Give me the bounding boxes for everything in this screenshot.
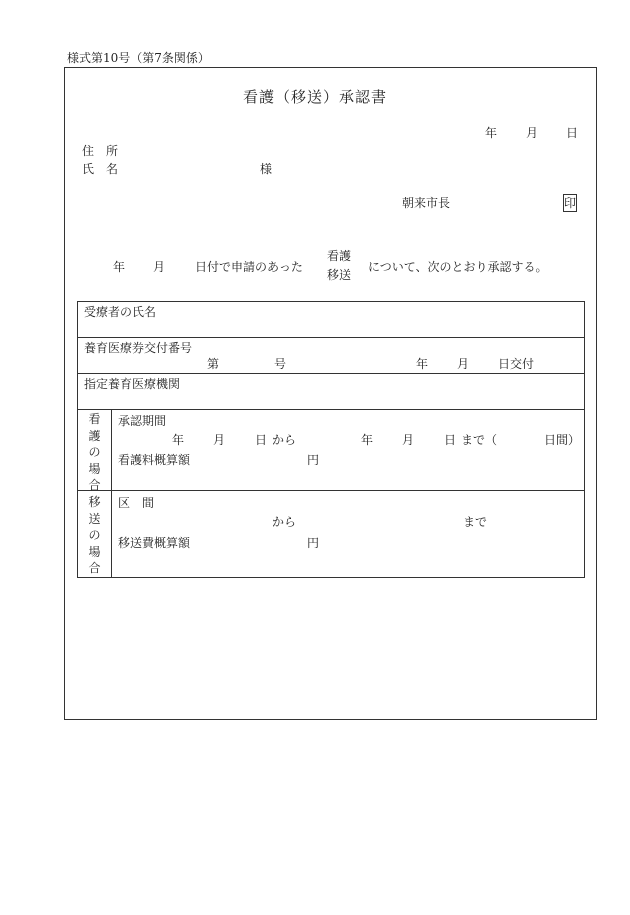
statement-ending: について、次のとおり承認する。 xyxy=(368,260,548,274)
from-kara: から xyxy=(272,433,297,447)
cert-issued: 日交付 xyxy=(498,357,535,371)
from-day: 日 xyxy=(255,433,268,447)
transport-fee-label: 移送費概算額 xyxy=(118,536,191,550)
row-divider xyxy=(78,337,584,338)
nursing-fee-yen: 円 xyxy=(307,453,320,467)
to-day: 日 xyxy=(444,433,457,447)
nursing-fee-label: 看護料概算額 xyxy=(118,453,191,467)
to-year: 年 xyxy=(361,433,374,447)
honorific: 様 xyxy=(260,162,273,176)
date-month-label: 月 xyxy=(526,126,539,140)
row-divider xyxy=(78,373,584,374)
route-kara: から xyxy=(272,515,297,529)
seal-stamp-box: 印 xyxy=(564,196,577,210)
option-nursing: 看護 xyxy=(327,249,352,263)
route-label: 区 間 xyxy=(118,496,155,510)
row-divider xyxy=(78,490,584,491)
cert-month: 月 xyxy=(457,357,470,371)
approval-period-label: 承認期間 xyxy=(118,414,167,428)
transport-fee-yen: 円 xyxy=(307,536,320,550)
to-month: 月 xyxy=(402,433,415,447)
transport-section-label: 移 送 の 場 合 xyxy=(88,495,101,575)
nursing-section-label: 看 護 の 場 合 xyxy=(88,412,101,492)
certificate-label: 養育医療券交付番号 xyxy=(84,341,193,355)
statement-options xyxy=(327,247,351,285)
name-label: 氏 名 xyxy=(82,162,119,176)
from-year: 年 xyxy=(172,433,185,447)
row-divider xyxy=(78,409,584,410)
cert-go: 号 xyxy=(274,357,287,371)
institution-label: 指定養育医療機関 xyxy=(84,377,181,391)
date-year-label: 年 xyxy=(485,126,498,140)
form-number: 様式第10号（第7条関係） xyxy=(67,51,210,65)
cert-year: 年 xyxy=(416,357,429,371)
route-made: まで xyxy=(463,515,488,529)
option-transport: 移送 xyxy=(327,268,352,282)
statement-date-suffix: 日付で申請のあった xyxy=(195,260,303,274)
made-paren: まで（ xyxy=(461,433,498,447)
document-title: 看護（移送）承認書 xyxy=(242,88,387,106)
issuer-name: 朝来市長 xyxy=(402,196,451,210)
patient-name-label: 受療者の氏名 xyxy=(84,305,157,319)
address-label: 住 所 xyxy=(82,144,119,158)
from-month: 月 xyxy=(213,433,226,447)
cert-dai: 第 xyxy=(207,357,220,371)
statement-month: 月 xyxy=(153,260,166,274)
statement-year: 年 xyxy=(113,260,126,274)
date-day-label: 日 xyxy=(566,126,579,140)
days-count: 日間） xyxy=(544,433,581,447)
approval-table xyxy=(77,301,585,578)
column-divider xyxy=(111,409,112,577)
